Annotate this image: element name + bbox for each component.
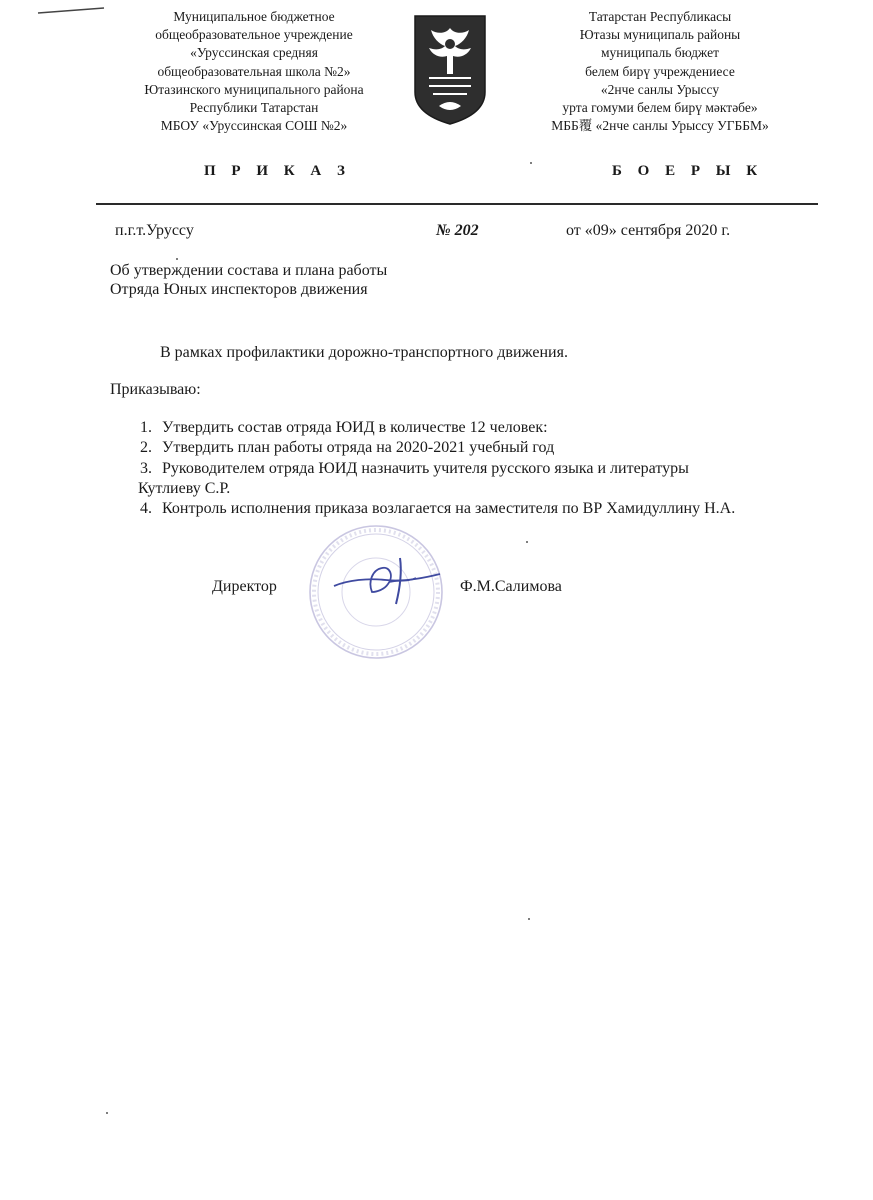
header-right-line: урта гомуми белем бирү мәктәбе» (562, 100, 758, 116)
item-text: Руководителем отряда ЮИД назначить учителя русского языка и литературы (162, 459, 689, 477)
scan-speck (176, 258, 178, 260)
header-right-line: белем бирү учреждениесе (585, 63, 735, 79)
header-left-russian (120, 8, 388, 135)
item-number: 2. (140, 439, 152, 457)
signatory-title: Директор (212, 578, 277, 595)
header-right-line: Татарстан Республикасы (588, 9, 732, 24)
header-right-line: муниципаль бюджет (601, 45, 719, 61)
order-subject (110, 262, 387, 299)
doc-type-boeryk: Б О Е Р Ы К (612, 163, 764, 179)
order-items (140, 418, 735, 519)
scan-speck (106, 1112, 108, 1114)
item-number: 3. (140, 459, 152, 477)
doc-type-prikaz: П Р И К А З (204, 163, 351, 179)
order-date: от «09» сентября 2020 г. (566, 222, 731, 239)
order-item (140, 459, 735, 479)
scan-speck (526, 541, 528, 543)
scan-mark (36, 6, 106, 16)
order-number: № 202 (436, 222, 479, 239)
header-left-line: общеобразовательная школа №2» (157, 63, 351, 79)
order-item-continuation (138, 479, 735, 499)
header-right-line: «2нче санлы Урыссу (600, 81, 720, 97)
order-item (140, 418, 735, 438)
order-item (140, 499, 735, 519)
header-left-line: «Уруссинская средняя (190, 45, 318, 61)
item-number: 1. (140, 419, 152, 436)
header-right-line: МББ覆 «2нче санлы Урыссу УГББМ» (551, 118, 769, 134)
order-place: п.г.т.Уруссу (115, 222, 194, 239)
signatory-name: Ф.М.Салимова (460, 578, 562, 595)
scan-speck (530, 162, 532, 164)
subject-line: Отряда Юных инспекторов движения (110, 280, 368, 298)
item-text: Контроль исполнения приказа возлагается на заместителя по ВР Хамидуллину Н.А. (162, 500, 736, 518)
subject-line: Об утверждении состава и плана работы (110, 262, 388, 279)
order-directive: Приказываю: (110, 381, 201, 398)
order-preamble: В рамках профилактики дорожно-транспортного движения. (160, 344, 568, 361)
handwritten-signature (328, 552, 446, 608)
coat-of-arms-emblem (413, 14, 487, 126)
header-divider (96, 203, 818, 205)
item-text: Утвердить план работы отряда на 2020-2021 учебный год (162, 439, 555, 457)
header-right-tatar (520, 8, 800, 135)
header-left-line: МБОУ «Уруссинская СОШ №2» (160, 118, 348, 134)
scan-speck (528, 918, 530, 920)
item-text: Кутлиеву С.Р. (138, 479, 231, 497)
item-number: 4. (140, 500, 152, 518)
item-text: Утвердить состав отряда ЮИД в количестве 12 человек: (162, 419, 548, 436)
order-item (140, 438, 735, 458)
header-left-line: общеобразовательное учреждение (155, 27, 353, 43)
header-left-line: Республики Татарстан (189, 100, 319, 116)
header-right-line: Ютазы муниципаль районы (579, 27, 741, 43)
header-left-line: Ютазинского муниципального района (144, 81, 364, 97)
header-left-line: Муниципальное бюджетное (173, 9, 335, 24)
